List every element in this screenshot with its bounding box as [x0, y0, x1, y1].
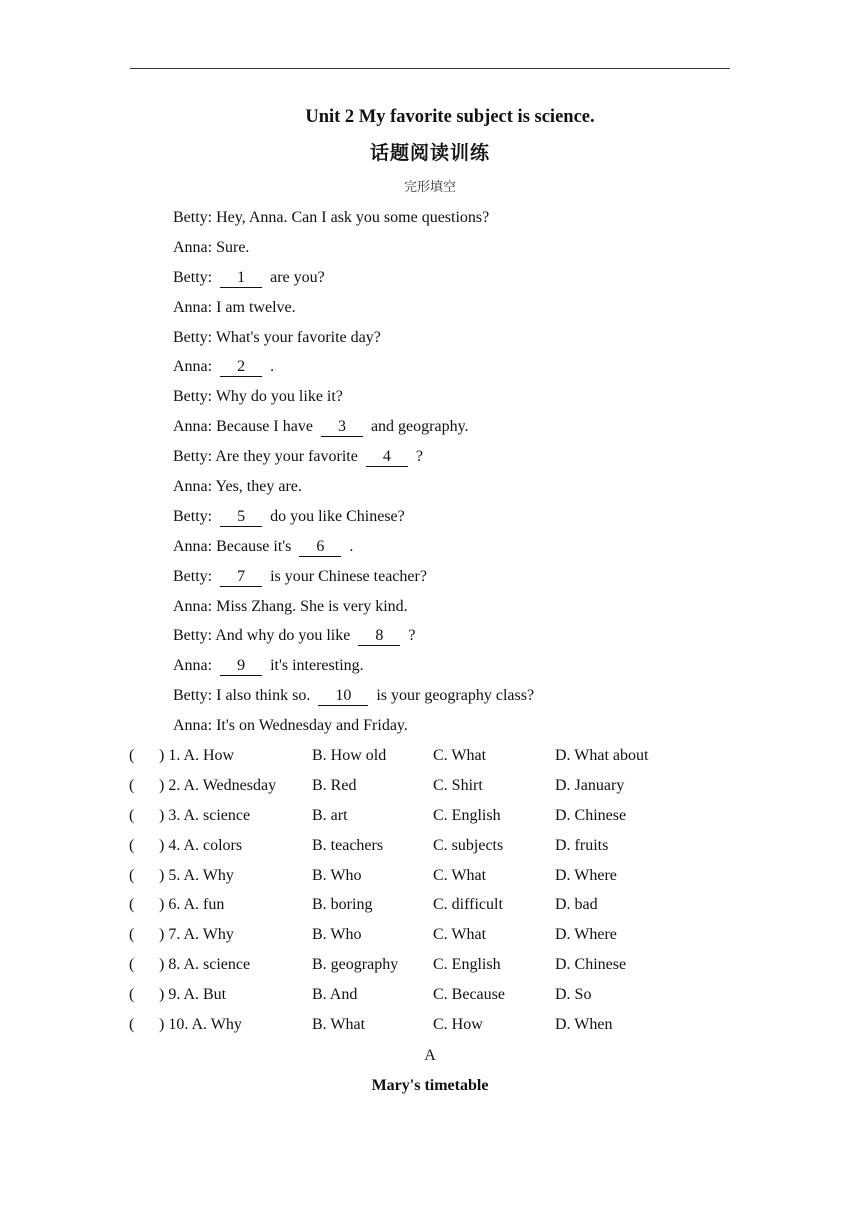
dialog-line	[173, 474, 534, 504]
option-a: ) 5. A. Why	[159, 866, 234, 884]
option-d: D. Chinese	[555, 956, 627, 974]
dialog-text: ?	[408, 627, 416, 645]
answer-options	[129, 743, 689, 1042]
question-row	[129, 892, 689, 922]
option-d: D. Where	[555, 926, 617, 944]
dialog-line	[173, 265, 534, 295]
answer-blank[interactable]: 3	[321, 418, 363, 437]
option-c: C. What	[433, 866, 487, 884]
answer-blank[interactable]: 2	[220, 358, 262, 377]
answer-paren[interactable]: (	[129, 776, 135, 794]
answer-blank[interactable]: 6	[299, 538, 341, 557]
answer-blank[interactable]: 8	[358, 627, 400, 646]
option-d: D. When	[555, 1016, 613, 1034]
dialog-line	[173, 205, 534, 235]
option-c: C. Shirt	[433, 776, 483, 794]
option-c: C. How	[433, 1016, 483, 1034]
dialog-text: Betty: I also think so.	[173, 687, 311, 705]
option-b: B. How old	[312, 747, 387, 764]
dialog-text: Anna: I am twelve.	[173, 298, 296, 316]
header-rule	[130, 68, 730, 69]
dialog-line	[173, 623, 534, 653]
dialog-line	[173, 325, 534, 355]
question-row	[129, 833, 689, 863]
dialog-line	[173, 653, 534, 683]
answer-blank[interactable]: 1	[220, 269, 262, 288]
option-c: C. subjects	[433, 836, 504, 854]
dialog-text: Betty: And why do you like	[173, 627, 351, 645]
dialog-text: Anna: Sure.	[173, 238, 250, 256]
answer-paren[interactable]: (	[129, 986, 135, 1004]
dialog-text: Anna: Yes, they are.	[173, 478, 302, 496]
answer-paren[interactable]: (	[129, 866, 135, 884]
passage-label: A	[424, 1047, 436, 1064]
option-a: ) 3. A. science	[159, 806, 251, 824]
dialog-text: and geography.	[370, 418, 469, 436]
option-a: ) 7. A. Why	[159, 926, 234, 944]
option-a: ) 2. A. Wednesday	[159, 776, 277, 794]
option-a: ) 4. A. colors	[159, 836, 243, 854]
dialog-text: is your Chinese teacher?	[270, 567, 427, 585]
section-heading: 完形填空	[403, 180, 456, 195]
dialog-text: Anna:	[173, 358, 213, 376]
option-b: B. Who	[312, 866, 362, 884]
dialog-line	[173, 534, 534, 564]
dialog-text: Anna:	[173, 657, 213, 675]
option-c: C. Because	[433, 986, 505, 1004]
option-a: ) 1. A. How	[159, 747, 235, 764]
passage-title: Mary's timetable	[371, 1077, 489, 1094]
question-row	[129, 743, 689, 773]
answer-blank[interactable]: 4	[366, 448, 408, 467]
answer-paren[interactable]: (	[129, 926, 135, 944]
question-row	[129, 803, 689, 833]
dialog-line	[173, 564, 534, 594]
option-c: C. difficult	[433, 896, 503, 914]
dialog-text: is your geography class?	[376, 687, 535, 705]
page-subtitle: 话题阅读训练	[369, 142, 490, 164]
option-a: ) 6. A. fun	[159, 896, 225, 914]
option-b: B. art	[312, 806, 348, 824]
answer-paren[interactable]: (	[129, 896, 135, 914]
dialog-line	[173, 444, 534, 474]
option-c: C. English	[433, 956, 501, 974]
answer-blank[interactable]: 9	[220, 657, 262, 676]
option-b: B. And	[312, 986, 358, 1004]
answer-blank[interactable]: 10	[318, 687, 368, 706]
dialog-text: do you like Chinese?	[270, 507, 405, 525]
page-title: Unit 2 My favorite subject is science.	[305, 107, 595, 127]
dialog-text: .	[349, 537, 354, 555]
answer-paren[interactable]: (	[129, 806, 135, 824]
dialog-line	[173, 713, 534, 743]
answer-blank[interactable]: 5	[220, 508, 262, 527]
option-b: B. boring	[312, 896, 373, 914]
option-d: D. bad	[555, 896, 598, 914]
option-b: B. Who	[312, 926, 362, 944]
answer-paren[interactable]: (	[129, 956, 135, 974]
dialog-line	[173, 384, 534, 414]
question-row	[129, 1012, 689, 1042]
dialog-text: Anna: Miss Zhang. She is very kind.	[173, 597, 408, 615]
answer-blank[interactable]: 7	[220, 568, 262, 587]
dialog-text: are you?	[270, 268, 325, 286]
dialog-line	[173, 504, 534, 534]
option-b: B. Red	[312, 776, 357, 794]
dialog-text: Betty:	[173, 567, 213, 585]
option-c: C. What	[433, 926, 487, 944]
dialog-text: Betty: Why do you like it?	[173, 388, 343, 406]
dialog-text: it's interesting.	[270, 657, 364, 675]
option-b: B. What	[312, 1016, 366, 1034]
dialog-line	[173, 295, 534, 325]
option-c: C. What	[433, 747, 487, 764]
dialog-text: Betty: Hey, Anna. Can I ask you some questions?	[173, 209, 490, 226]
dialog-text: Anna: Because I have	[173, 418, 313, 436]
dialog-text: .	[270, 358, 275, 376]
answer-paren[interactable]: (	[129, 1016, 135, 1034]
dialog-text: Betty: What's your favorite day?	[173, 328, 381, 346]
option-a: ) 8. A. science	[159, 956, 251, 974]
dialog-text: Betty:	[173, 268, 213, 286]
dialog-text: Betty:	[173, 507, 213, 525]
question-row	[129, 922, 689, 952]
dialog-passage	[173, 205, 534, 743]
answer-paren[interactable]: (	[129, 836, 135, 854]
option-b: B. teachers	[312, 836, 384, 854]
dialog-line	[173, 354, 534, 384]
option-b: B. geography	[312, 956, 399, 974]
option-d: D. Chinese	[555, 806, 627, 824]
dialog-text: Anna: It's on Wednesday and Friday.	[173, 717, 408, 735]
option-c: C. English	[433, 806, 501, 824]
dialog-text: Anna: Because it's	[173, 537, 292, 555]
option-d: D. Where	[555, 866, 617, 884]
question-row	[129, 982, 689, 1012]
option-d: D. January	[555, 776, 625, 794]
dialog-text: Betty: Are they your favorite	[173, 448, 358, 466]
question-row	[129, 863, 689, 893]
answer-paren[interactable]: (	[129, 747, 135, 764]
question-row	[129, 773, 689, 803]
dialog-text: ?	[415, 448, 423, 466]
option-a: ) 9. A. But	[159, 986, 227, 1004]
option-d: D. fruits	[555, 836, 609, 854]
dialog-line	[173, 683, 534, 713]
option-a: ) 10. A. Why	[159, 1016, 242, 1034]
question-row	[129, 952, 689, 982]
dialog-line	[173, 235, 534, 265]
dialog-line	[173, 594, 534, 624]
dialog-line	[173, 414, 534, 444]
option-d: D. What about	[555, 747, 649, 764]
option-d: D. So	[555, 986, 592, 1004]
